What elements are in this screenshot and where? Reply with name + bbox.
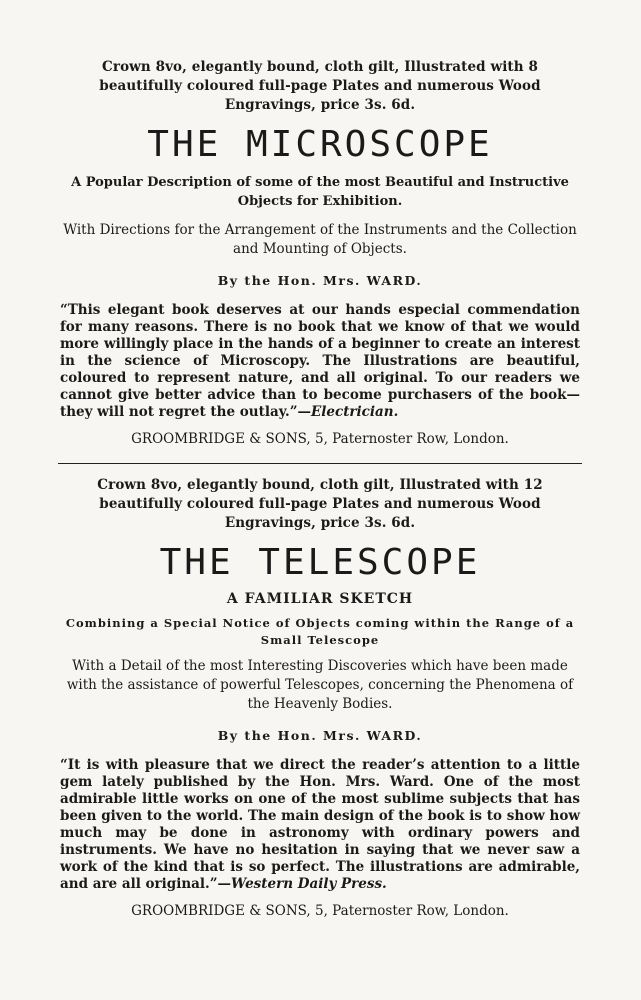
telescope-author: By the Hon. Mrs. WARD. <box>217 728 423 743</box>
microscope-advert <box>60 58 580 447</box>
microscope-title: THE MICROSCOPE <box>147 124 493 165</box>
telescope-special-notice: Combining a Special Notice of Objects coming within the Range of a Small Telescope <box>65 616 575 647</box>
microscope-directions: With Directions for the Arrangement of the Instruments and the Collection and Mounting of Objects. <box>63 222 577 257</box>
telescope-detail: With a Detail of the most Interesting Discoveries which have been made with the assistance of powerful Telescopes, concerning the Phenomena of the Heavenly Bodies. <box>66 658 574 712</box>
microscope-publisher: GROOMBRIDGE & SONS, 5, Paternoster Row, London. <box>131 431 509 447</box>
microscope-subtitle: A Popular Description of some of the most Beautiful and Instructive Objects for Exhibition. <box>71 175 569 209</box>
advertisement-page <box>60 58 580 919</box>
microscope-publication-info: Crown 8vo, elegantly bound, cloth gilt, Illustrated with 8 beautifully coloured full-page Plates and numerous Wood Engravings, price 3s. 6d. <box>99 59 541 113</box>
telescope-review <box>60 757 580 893</box>
telescope-title: THE TELESCOPE <box>159 542 481 583</box>
microscope-author: By the Hon. Mrs. WARD. <box>217 273 423 288</box>
telescope-publication-info: Crown 8vo, elegantly bound, cloth gilt, Illustrated with 12 beautifully coloured full-page Plates and numerous Wood Engravings, price 3s. 6d. <box>97 477 543 531</box>
microscope-review-source: Electrician. <box>310 404 399 420</box>
telescope-subtitle: A FAMILIAR SKETCH <box>226 591 414 607</box>
section-divider <box>58 463 582 464</box>
telescope-publisher: GROOMBRIDGE & SONS, 5, Paternoster Row, London. <box>131 903 509 919</box>
microscope-review-text: “This elegant book deserves at our hands especial commendation for many reasons. There is no book that we know of that we would more willingly place in the hands of a beginner to create an interest in the science of Microscopy. The Illustrations are beautiful, coloured to represent nature, and all original. To our readers we cannot give better advice than to become purchasers of the book—they will not regret the outlay.”— <box>60 302 580 420</box>
telescope-advert <box>60 476 580 919</box>
telescope-review-source: Western Daily Press. <box>231 876 387 892</box>
telescope-review-text: “It is with pleasure that we direct the reader’s attention to a little gem lately published by the Hon. Mrs. Ward. One of the most admirable little works on one of the most sublime subjects that has been given to the world. The main design of the book is to show how much may be done in astronomy with ordinary powers and instruments. We have no hesitation in saying that we never saw a work of the kind that is so perfect. The illustrations are admirable, and are all original.”— <box>60 757 580 892</box>
microscope-review <box>60 302 580 421</box>
